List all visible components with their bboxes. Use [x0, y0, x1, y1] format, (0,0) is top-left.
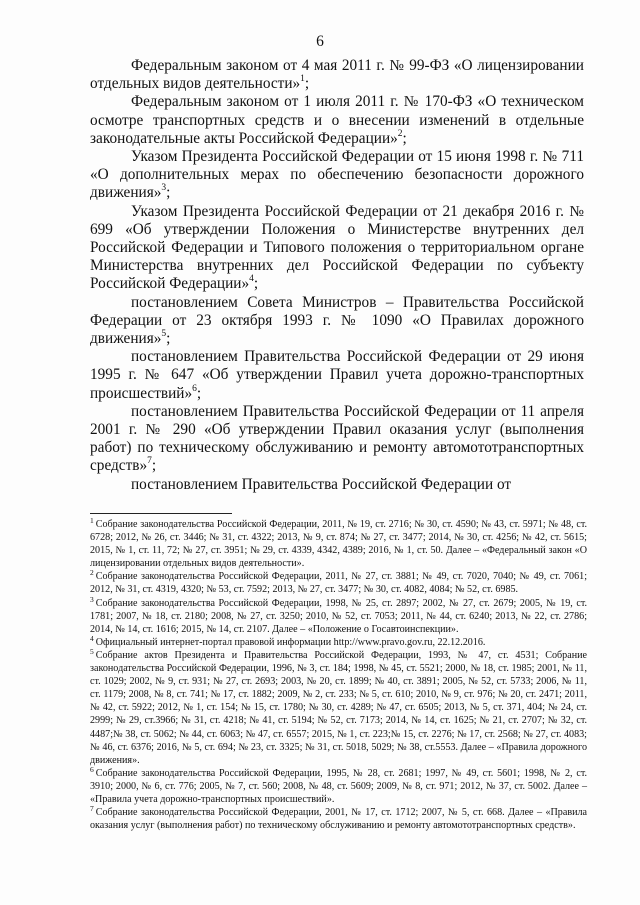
- paragraph-text: постановлением Совета Министров – Правительства Российской Федерации от 23 октября 1993 г. № 1090 «О Правилах дорожного движения»: [90, 293, 584, 348]
- footnote-number: 5: [90, 646, 94, 656]
- paragraph-tail: ;: [196, 384, 202, 402]
- footnote-reference[interactable]: 2: [397, 128, 403, 139]
- footnote-text: Собрание законодательства Российской Федерации, 1995, № 28, ст. 2681; 1997, № 49, ст. 5601; 1998, № 2, ст. 3910; 2000, № 6, ст. 776; 2005, № 7, ст. 560; 2008, № 48, ст. 5609; 2009, № 8, ст. 971; 2012, № 37, ст. 5002. Далее – «Правила учета дорожно-транспортных происшествий».: [90, 767, 587, 805]
- footnote-item: [90, 764, 587, 806]
- footnote-number: 7: [90, 804, 94, 814]
- footnote-item: [90, 806, 587, 832]
- footnote-number: 2: [90, 568, 94, 578]
- footnote-number: 3: [90, 594, 94, 604]
- footnote-reference[interactable]: 5: [161, 329, 167, 340]
- body-paragraph: [90, 403, 584, 476]
- body-paragraph: [90, 348, 584, 403]
- paragraph-tail: ;: [166, 330, 171, 348]
- body-paragraph: [90, 203, 584, 294]
- body-paragraph: [90, 93, 584, 148]
- footnote-reference[interactable]: 6: [192, 383, 197, 394]
- footnote-number: 4: [90, 633, 94, 643]
- footnote-separator: [90, 513, 232, 514]
- footnote-item: [90, 633, 587, 649]
- paragraph-tail: ;: [402, 129, 407, 147]
- footnote-reference[interactable]: 4: [249, 274, 254, 285]
- paragraph-text: постановлением Правительства Российской Федерации от 29 июня 1995 г. № 647 «Об утверждении Правил учета дорожно-транспортных происшествий»: [90, 348, 584, 402]
- paragraph-text: Федеральным законом от 4 мая 2011 г. № 99-ФЗ «О лицензировании отдельных видов деятельности»: [90, 57, 584, 93]
- body-paragraph: [90, 476, 584, 494]
- footnote-text: Собрание законодательства Российской Федерации, 2011, № 27, ст. 3881; № 49, ст. 7020, 7040; № 49, ст. 7061; 2012, № 31, ст. 4319, 4320; № 53, ст. 7592; 2013, № 27, ст. 3477; № 30, ст. 4082, 4084; № 52, ст. 6985.: [90, 571, 587, 596]
- footnote-text: Собрание законодательства Российской Федерации, 2011, № 19, ст. 2716; № 30, ст. 4590; № 43, ст. 5971; № 48, ст. 6728; 2012, № 26, ст. 3446; № 31, ст. 4322; 2013, № 9, ст. 874; № 27, ст. 3477; 2014, № 30, ст. 4256; № 42, ст. 5615; 2015, № 1, ст. 11, 72; № 27, ст. 3951; № 29, ст. 4339, 4342, 4389; 2016, № 1, ст. 50. Далее – «Федеральный закон «О лицензировании отдельных видов деятельности».: [90, 519, 587, 570]
- footnote-number: 1: [90, 516, 94, 525]
- paragraph-tail: ;: [304, 75, 310, 93]
- footnote-text: Собрание актов Президента и Правительства Российской Федерации, 1993, № 47, ст. 4531; Собрание законодательства Российской Федерации, 1996, № 3, ст. 184; 1998, № 45, ст. 5521; 2000, № 18, ст. 1985; 2001, № 11, ст. 1029; 2002, № 9, ст. 931; № 27, ст. 2693; 2003, № 20, ст. 1899; № 40, ст. 3891; 2005, № 52, ст. 5733; 2006, № 11, ст. 1179; 2008, № 8, ст. 741; № 17, ст. 1882; 2009, № 2, ст. 233; № 5, ст. 610; 2010, № 9, ст. 976; № 20, ст. 2471; 2011, № 42, ст. 5922; 2012, № 1, ст. 154; № 15, ст. 1780; № 30, ст. 4289; № 47, ст. 6505; 2013, № 5, ст. 371, 404; № 24, ст. 2999; № 29, ст.3966; № 31, ст. 4218; № 41, ст. 5194; № 52, ст. 7173; 2014, № 14, ст. 1625; № 21, ст. 2707; № 32, ст. 4487;№ 38, ст. 5062; № 44, ст. 6063; № 47, ст. 6557; 2015, № 1, ст. 223;№ 15, ст. 2276; № 17, ст. 2568; № 27, ст. 4083; № 46, ст. 6376; 2016, № 5, ст. 694; № 23, ст. 3325; № 31, ст. 5018, 5029; № 38, ст.5553. Далее – «Правила дорожного движения».: [90, 649, 587, 766]
- footnote-text[interactable]: Официальный интернет-портал правовой информации http://www.pravo.gov.ru, 22.12.2016.: [95, 636, 486, 648]
- body-paragraph: [90, 57, 584, 93]
- footnote-number: 6: [90, 764, 94, 774]
- footnote-reference[interactable]: 7: [147, 456, 152, 467]
- footnote-text: Собрание законодательства Российской Федерации, 2001, № 17, ст. 1712; 2007, № 5, ст. 668. Далее – «Правила оказания услуг (выполнения работ) по техническому обслуживанию и ремонту автомототранспортных средств».: [90, 807, 587, 832]
- page-number: 6: [316, 33, 324, 50]
- footnote-item: [90, 594, 587, 636]
- paragraph-text: Указом Президента Российской Федерации от 15 июня 1998 г. № 711 «О дополнительных мерах по обеспечению безопасности дорожного движения»: [90, 148, 584, 202]
- paragraph-text: постановлением Правительства Российской Федерации от 11 апреля 2001 г. № 290 «Об утверждении Правил оказания услуг (выполнения работ) по техническому обслуживанию и ремонту автомототранспортных средств»: [90, 402, 584, 475]
- body-paragraph: [90, 294, 584, 349]
- footnote-item: [90, 646, 587, 767]
- paragraph-tail: ;: [151, 457, 157, 475]
- paragraph-tail: ;: [253, 275, 259, 293]
- paragraph-text: Федеральным законом от 1 июля 2011 г. № 170-ФЗ «О техническом осмотре транспортных средств и о внесении изменений в отдельные законодательные акты Российской Федерации»: [90, 93, 584, 147]
- body-paragraph: [90, 148, 584, 203]
- footnote-text: Собрание законодательства Российской Федерации, 1998, № 25, ст. 2897; 2002, № 27, ст. 2679; 2005, № 19, ст. 1781; 2007, № 18, ст. 2180; 2008, № 27, ст. 3250; 2010, № 52, ст. 7053; 2011, № 44, ст. 6240; 2013, № 22, ст. 2786; 2014, № 14, ст. 1616; 2015, № 14, ст. 2107. Далее – «Положение о Госавтоинспекции».: [90, 597, 587, 635]
- footnote-item: [90, 518, 587, 570]
- body-text: [90, 57, 584, 494]
- paragraph-text: Указом Президента Российской Федерации от 21 декабря 2016 г. № 699 «Об утверждении Положения о Министерстве внутренних дел Российской Федерации и Типового положения о территориальном органе Министерства внутренних дел Российской Федерации по субъекту Российской Федерации»: [90, 202, 584, 293]
- footnote-item: [90, 570, 587, 596]
- paragraph-tail: ;: [166, 184, 171, 202]
- footnotes: [90, 518, 587, 832]
- footnote-reference[interactable]: 3: [161, 183, 167, 194]
- footnote-reference[interactable]: 1: [300, 74, 305, 85]
- paragraph-text: постановлением Правительства Российской Федерации от: [131, 475, 512, 493]
